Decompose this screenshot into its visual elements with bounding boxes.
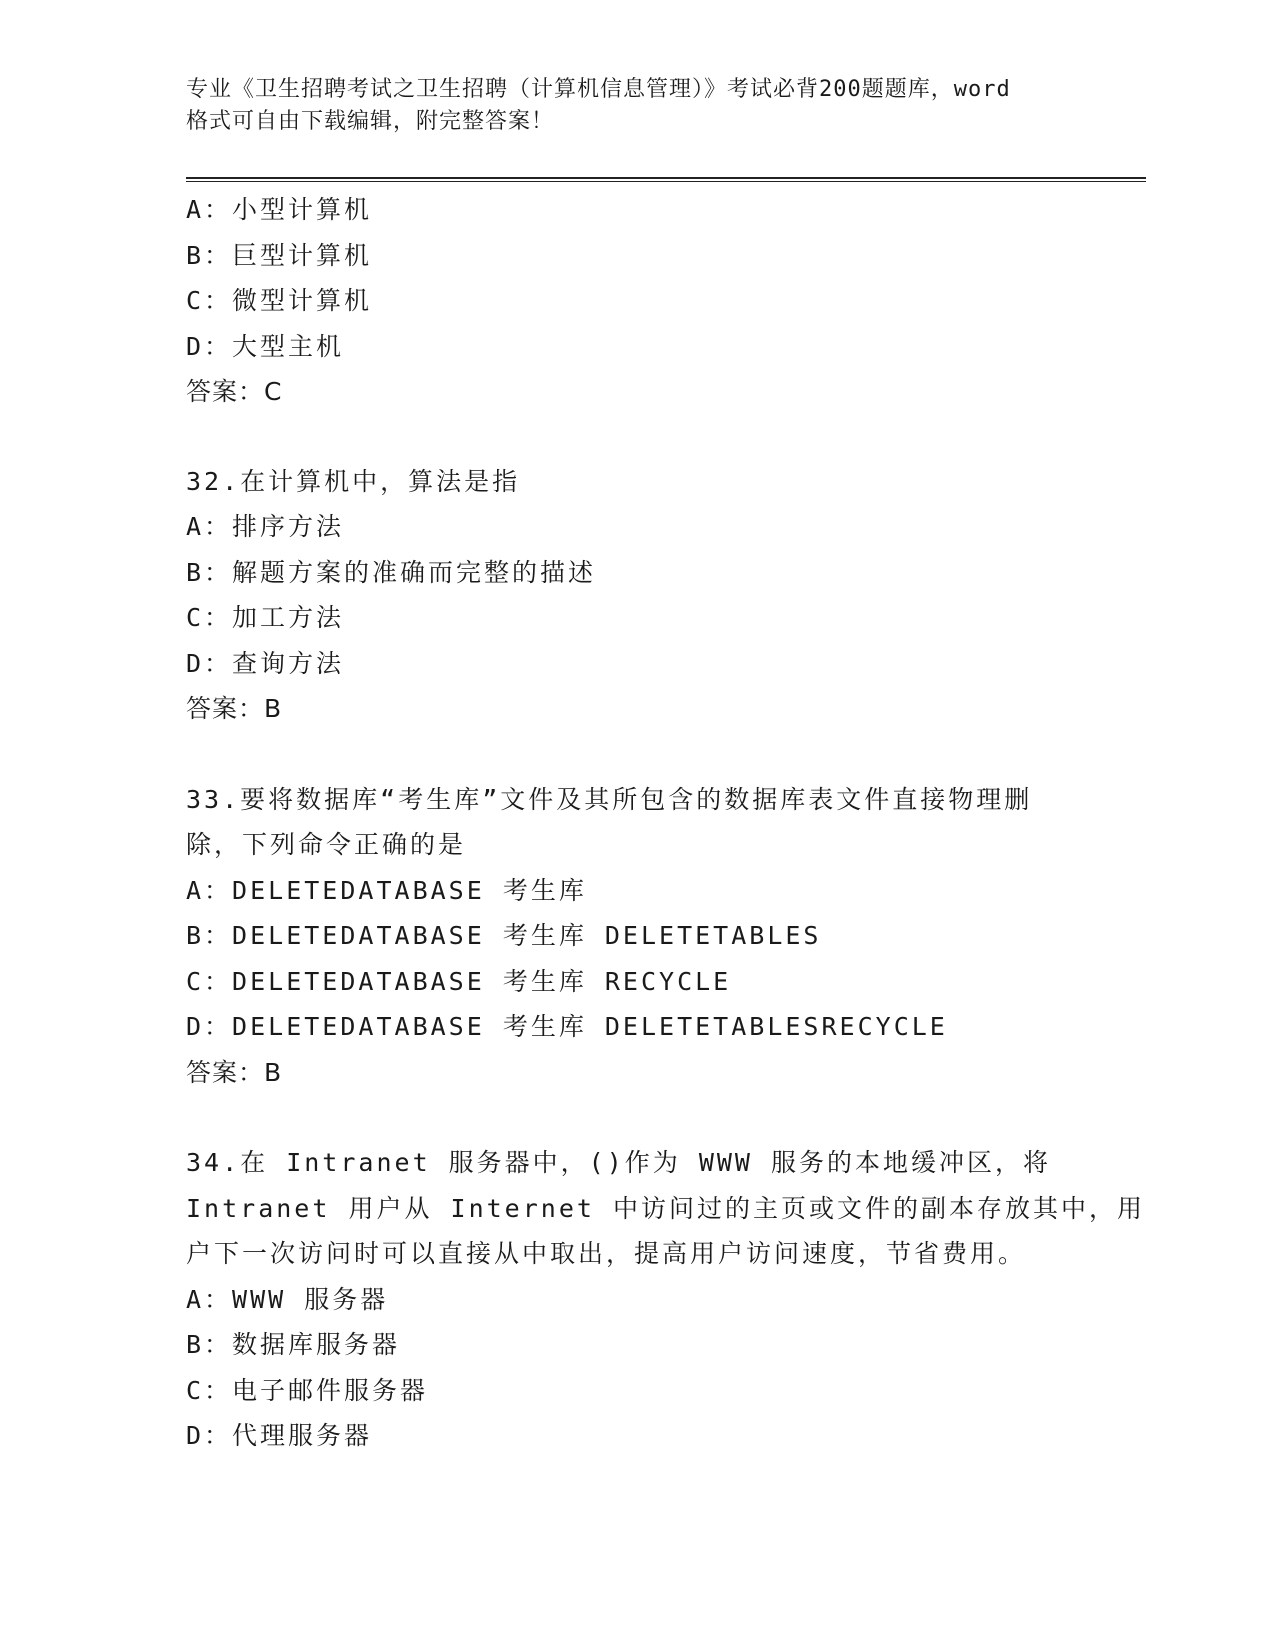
header-divider	[186, 177, 1146, 182]
option-c: C：DELETEDATABASE 考生库 RECYCLE	[186, 966, 732, 996]
document-header	[186, 74, 1086, 138]
question-34	[186, 1140, 1145, 1459]
answer: 答案：C	[186, 377, 283, 406]
option-a: A：小型计算机	[186, 195, 373, 224]
question-line: 33.要将数据库“考生库”文件及其所包含的数据库表文件直接物理删	[186, 784, 1033, 814]
option-c: C：微型计算机	[186, 286, 373, 315]
option-d: D：大型主机	[186, 331, 345, 361]
option-d: D：查询方法	[186, 648, 345, 678]
option-b: B：解题方案的准确而完整的描述	[186, 557, 597, 587]
question-line: 户下一次访问时可以直接从中取出，提高用户访问速度，节省费用。	[186, 1239, 1027, 1268]
option-c: C：加工方法	[186, 603, 345, 632]
answer: 答案：B	[186, 694, 283, 723]
spacer	[186, 1095, 1086, 1140]
option-b: B：巨型计算机	[186, 240, 373, 270]
question-list	[186, 187, 1145, 1459]
document-page	[186, 0, 1146, 1650]
option-b: B：DELETEDATABASE 考生库 DELETETABLES	[186, 921, 822, 950]
option-a: A：DELETEDATABASE 考生库	[186, 875, 587, 905]
option-b: B：数据库服务器	[186, 1330, 401, 1359]
answer: 答案：B	[186, 1057, 283, 1087]
question-31	[186, 187, 1086, 415]
spacer	[186, 415, 1086, 459]
question-text	[186, 1140, 1145, 1277]
question-text: 32.在计算机中，算法是指	[186, 466, 521, 496]
header-line-2: 格式可自由下载编辑，附完整答案！	[186, 109, 555, 134]
header-line-1: 专业《卫生招聘考试之卫生招聘（计算机信息管理）》考试必背200题题库，word	[186, 77, 1011, 102]
question-line: Intranet 用户从 Internet 中访问过的主页或文件的副本存放其中，用	[186, 1193, 1145, 1223]
option-a: A：WWW 服务器	[186, 1284, 389, 1314]
question-text	[186, 777, 1086, 868]
question-line: 除，下列命令正确的是	[186, 830, 467, 859]
question-33	[186, 777, 1086, 1096]
option-c: C：电子邮件服务器	[186, 1375, 429, 1405]
question-32	[186, 459, 1086, 732]
option-d: D：代理服务器	[186, 1421, 373, 1450]
option-a: A：排序方法	[186, 512, 345, 541]
option-d: D：DELETEDATABASE 考生库 DELETETABLESRECYCLE	[186, 1012, 948, 1041]
spacer	[186, 732, 1086, 777]
question-line: 34.在 Intranet 服务器中，()作为 WWW 服务的本地缓冲区，将	[186, 1148, 1052, 1177]
